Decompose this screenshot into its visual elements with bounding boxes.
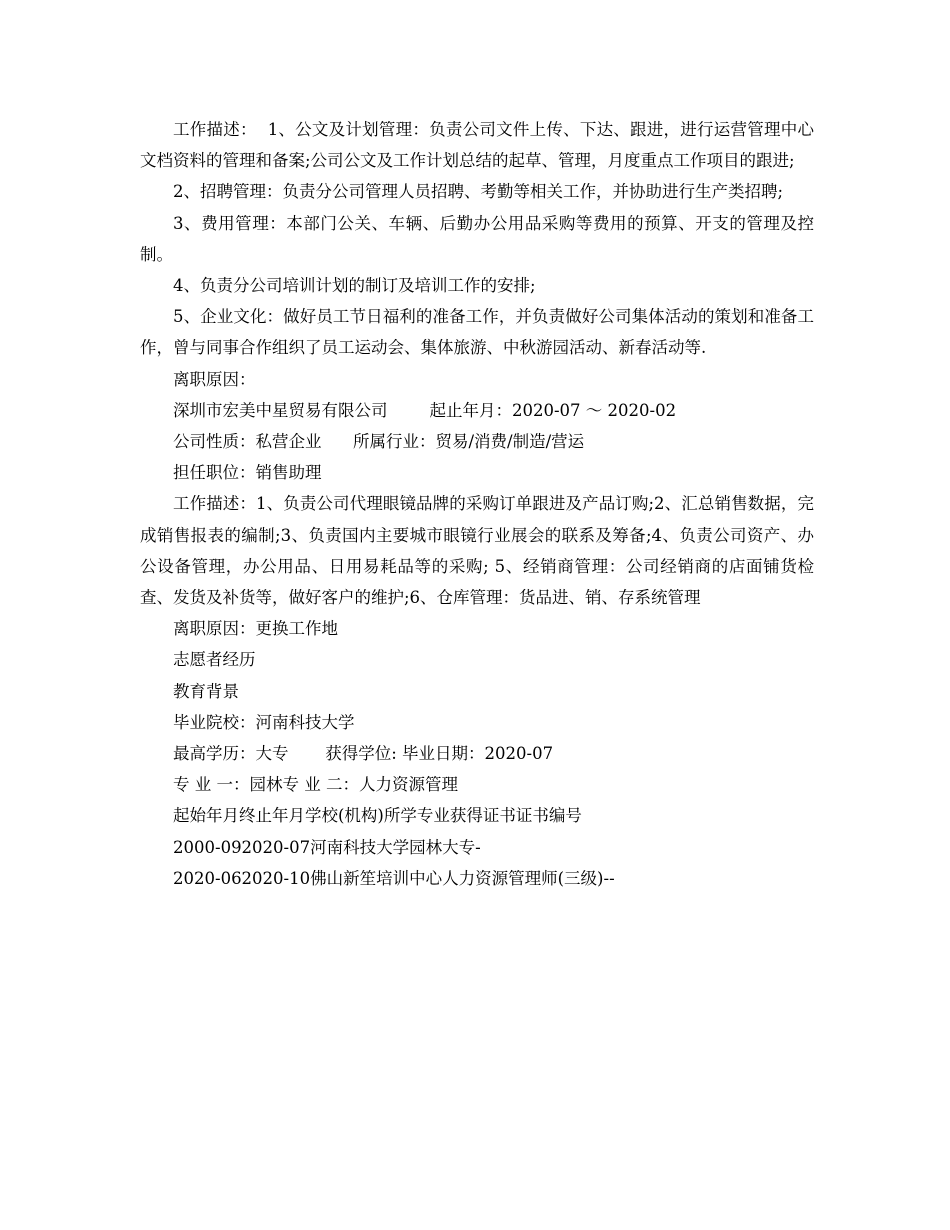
paragraph-expense: 3、费用管理：本部门公关、车辆、后勤办公用品采购等费用的预算、开支的管理及控制。	[140, 213, 814, 264]
paragraph-culture: 5、企业文化：做好员工节日福利的准备工作，并负责做好公司集体活动的策划和准备工作，曾与同事合作组织了员工运动会、集体旅游、中秋游园活动、新春活动等.	[140, 307, 814, 358]
line-education-row-2: 2020-062020-10佛山新笙培训中心人力资源管理师(三级)--	[173, 868, 615, 888]
line-leave-reason-2: 离职原因：更换工作地	[173, 619, 338, 639]
paragraph-training: 4、负责分公司培训计划的制订及培训工作的安排;	[173, 276, 536, 296]
heading-volunteer: 志愿者经历	[173, 650, 256, 670]
line-education-header: 起始年月终止年月学校(机构)所学专业获得证书证书编号	[173, 806, 582, 826]
paragraph-job-description-2: 工作描述：1、负责公司代理眼镜品牌的采购订单跟进及产品订购;2、汇总销售数据，完成销售报表的编制;3、负责国内主要城市眼镜行业展会的联系及筹备;4、负责公司资产、办公设备管理，办公用品、日用易耗品等的采购; 5、经销商管理：公司经销商的店面铺货检查、发货及补货等，做好客户的维护;6、仓库管理：货品进、销、存系统管理	[140, 494, 814, 608]
line-education-row-1: 2000-092020-07河南科技大学园林大专-	[173, 837, 481, 857]
line-leave-reason-1: 离职原因：	[173, 369, 256, 389]
line-company-nature: 公司性质：私营企业 所属行业：贸易/消费/制造/营运	[173, 432, 585, 452]
line-major: 专 业 一：园林专 业 二：人力资源管理	[173, 775, 458, 795]
paragraph-job-description-1: 工作描述： 1、公文及计划管理：负责公司文件上传、下达、跟进，进行运营管理中心文档资料的管理和备案;公司公文及工作计划总结的起草、管理，月度重点工作项目的跟进;	[140, 120, 814, 171]
heading-education: 教育背景	[173, 681, 239, 701]
line-position: 担任职位：销售助理	[173, 463, 322, 483]
document-body	[140, 114, 814, 894]
line-company-period: 深圳市宏美中星贸易有限公司 起止年月：2020-07 ～ 2020-02	[173, 400, 677, 420]
paragraph-recruitment: 2、招聘管理：负责分公司管理人员招聘、考勤等相关工作，并协助进行生产类招聘;	[173, 182, 784, 202]
line-school: 毕业院校：河南科技大学	[173, 712, 355, 732]
line-degree: 最高学历：大专 获得学位: 毕业日期：2020-07	[173, 744, 554, 764]
